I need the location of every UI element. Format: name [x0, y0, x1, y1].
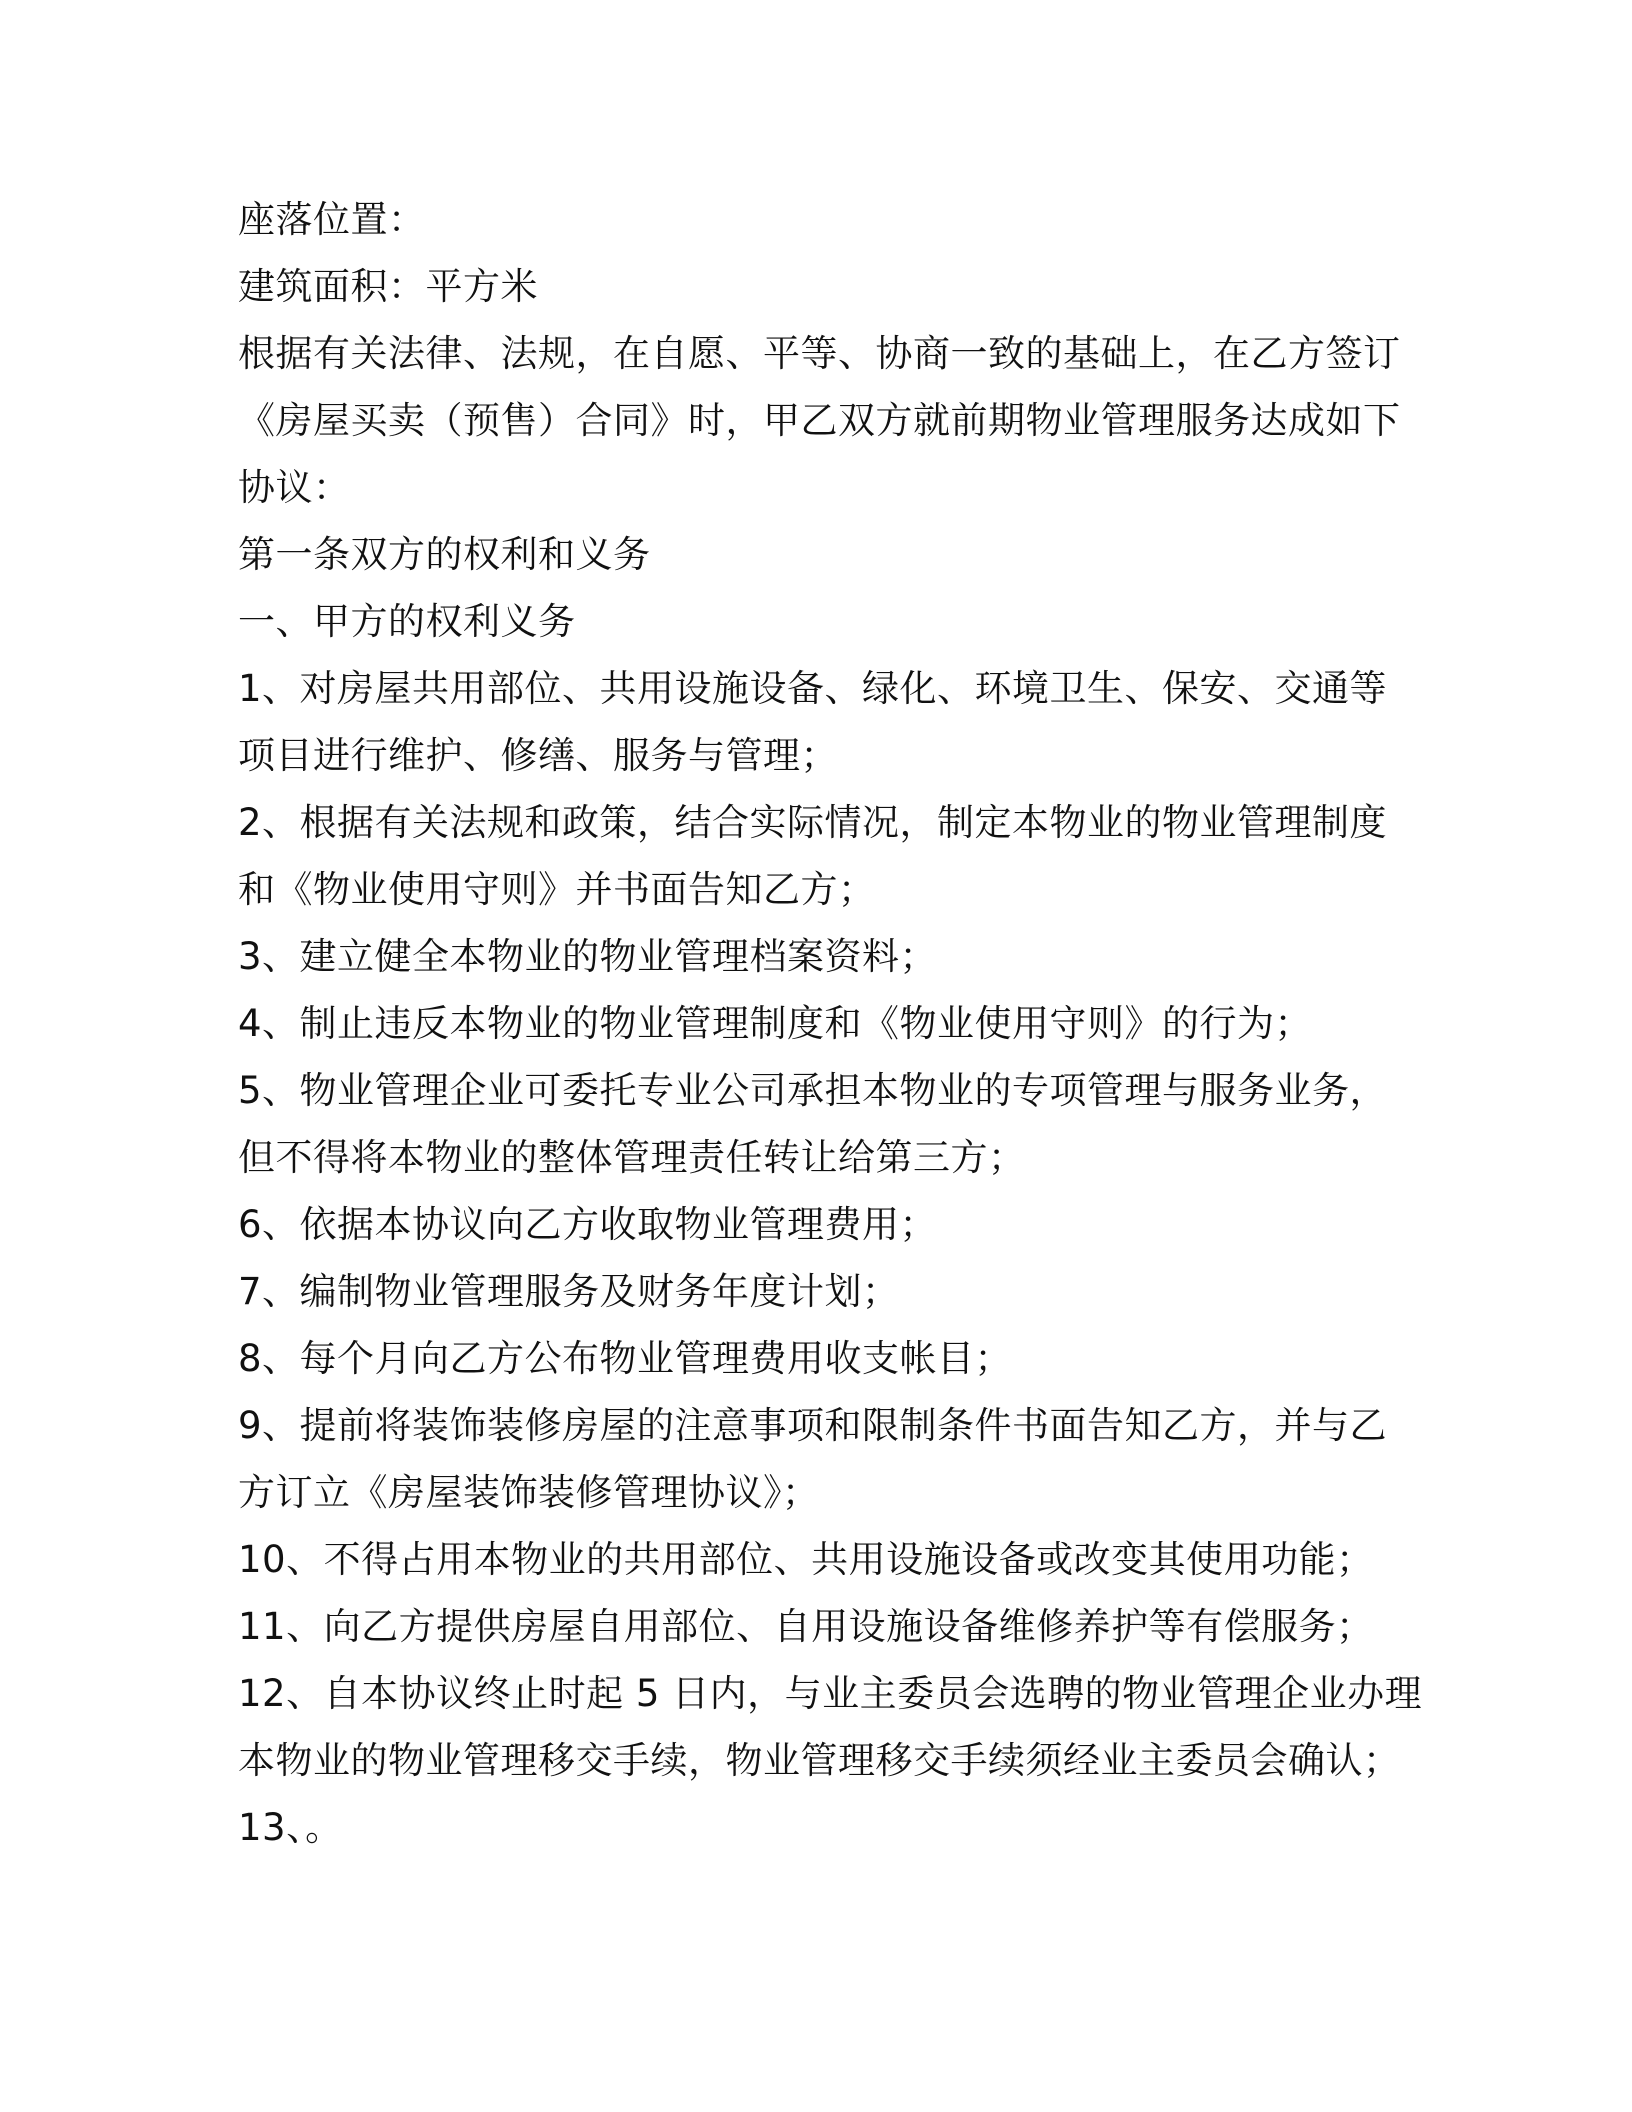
intro-paragraph-line: 协议： — [238, 466, 351, 509]
clause-line: 项目进行维护、修缮、服务与管理； — [238, 734, 838, 777]
clause-line: 6、依据本协议向乙方收取物业管理费用； — [238, 1203, 938, 1246]
intro-paragraph-line: 根据有关法律、法规，在自愿、平等、协商一致的基础上，在乙方签订 — [238, 332, 1401, 375]
clause-line: 5、物业管理企业可委托专业公司承担本物业的专项管理与服务业务， — [238, 1069, 1388, 1112]
clause-line: 10、不得占用本物业的共用部位、共用设施设备或改变其使用功能； — [238, 1538, 1374, 1581]
intro-paragraph-line: 《房屋买卖（预售）合同》时，甲乙双方就前期物业管理服务达成如下 — [238, 399, 1401, 442]
section-heading: 一、甲方的权利义务 — [238, 600, 576, 643]
article-heading: 第一条双方的权利和义务 — [238, 533, 651, 576]
clause-line: 但不得将本物业的整体管理责任转让给第三方； — [238, 1136, 1026, 1179]
clause-line: 本物业的物业管理移交手续，物业管理移交手续须经业主委员会确认； — [238, 1739, 1401, 1782]
clause-line: 和《物业使用守则》并书面告知乙方； — [238, 868, 876, 911]
clause-line: 8、每个月向乙方公布物业管理费用收支帐目； — [238, 1337, 1013, 1380]
location-line: 座落位置： — [238, 198, 426, 241]
floor-area-line: 建筑面积：平方米 — [238, 265, 538, 308]
clause-line: 9、提前将装饰装修房屋的注意事项和限制条件书面告知乙方，并与乙 — [238, 1404, 1388, 1447]
clause-line: 2、根据有关法规和政策，结合实际情况，制定本物业的物业管理制度 — [238, 801, 1388, 844]
clause-line: 7、编制物业管理服务及财务年度计划； — [238, 1270, 900, 1313]
clause-line: 3、建立健全本物业的物业管理档案资料； — [238, 935, 938, 978]
clause-line: 11、向乙方提供房屋自用部位、自用设施设备维修养护等有偿服务； — [238, 1605, 1374, 1648]
document-body — [238, 186, 1423, 1861]
clause-line: 方订立《房屋装饰装修管理协议》； — [238, 1471, 820, 1514]
clause-line: 1、对房屋共用部位、共用设施设备、绿化、环境卫生、保安、交通等 — [238, 667, 1388, 710]
clause-line: 4、制止违反本物业的物业管理制度和《物业使用守则》的行为； — [238, 1002, 1313, 1045]
clause-line: 13、。 — [238, 1806, 343, 1849]
clause-line: 12、自本协议终止时起 5 日内，与业主委员会选聘的物业管理企业办理 — [238, 1672, 1423, 1715]
